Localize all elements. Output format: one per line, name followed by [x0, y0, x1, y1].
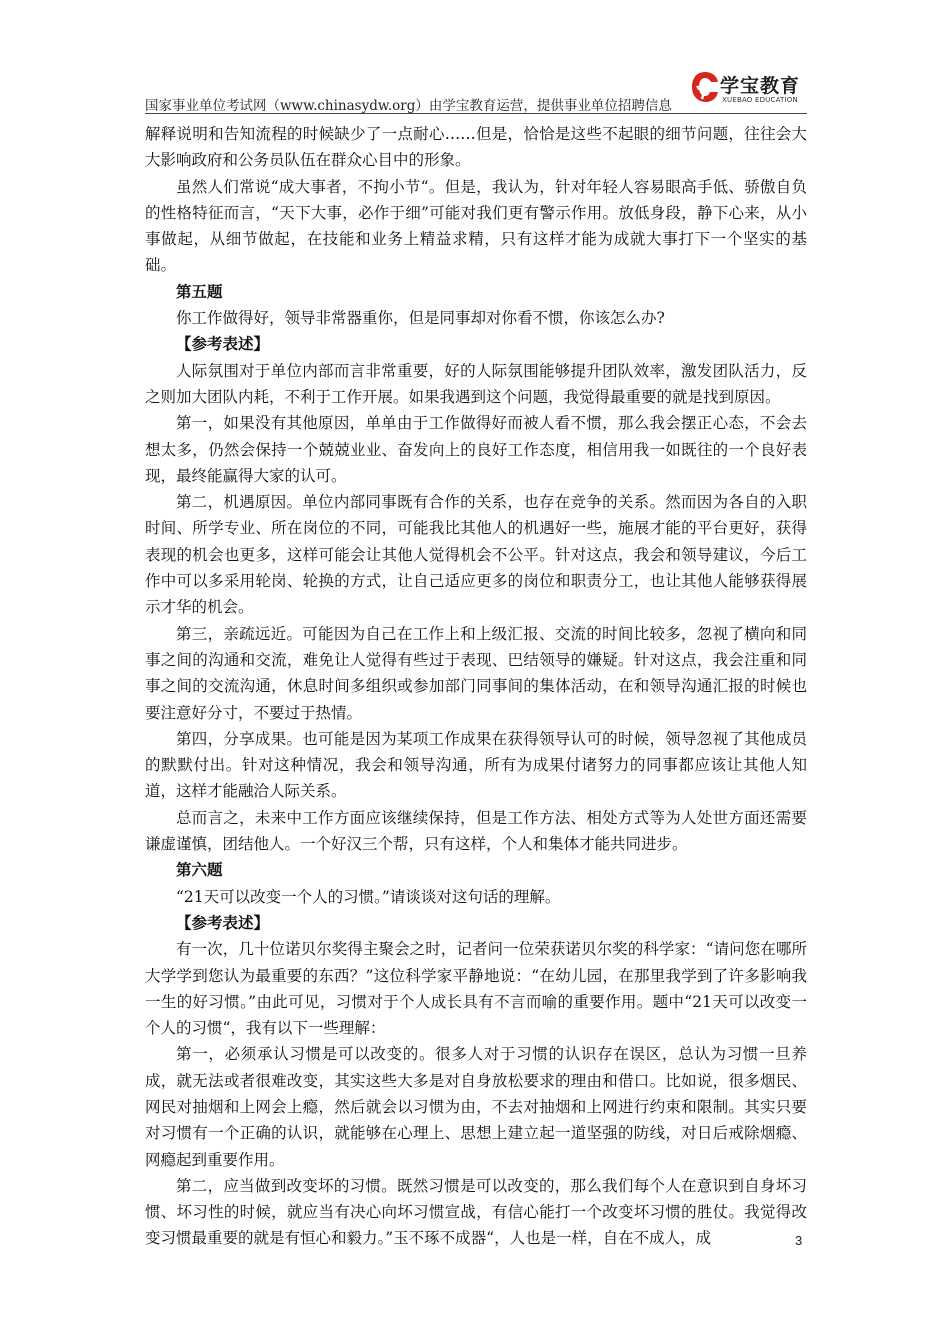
section-heading: 第六题 — [176, 860, 223, 880]
header-divider — [145, 113, 807, 114]
section-heading: 第五题 — [176, 281, 223, 301]
paragraph: 第一，如果没有其他原因，单单由于工作做得好而被人看不惯，那么我会摆正心态，不会去想太多，仍然会保持一个兢兢业业、奋发向上的良好工作态度，相信用我一如既往的一个良好表现，最终能赢得大家的认可。 — [145, 414, 807, 485]
paragraph: 总而言之，未来中工作方面应该继续保持，但是工作方法、相处方式等为人处世方面还需要谦虚谨慎，团结他人。一个好汉三个帮，只有这样，个人和集体才能共同进步。 — [145, 808, 807, 854]
paragraph: 第二，应当做到改变坏的习惯。既然习惯是可以改变的，那么我们每个人在意识到自身坏习惯、坏习性的时候，就应当有决心向坏习惯宣战，有信心能打一个改变坏习惯的胜仗。我觉得改变习惯最重要的就是有恒心和毅力。”玉不琢不成器“，人也是一样，自在不成人，成 — [145, 1176, 807, 1248]
paragraph: 第四，分享成果。也可能是因为某项工作成果在获得领导认可的时候，领导忽视了其他成员的默默付出。针对这种情况，我会和领导沟通，所有为成果付诸努力的同事都应该让其他人知道，这样才能融洽人际关系。 — [145, 729, 807, 801]
paragraph: 第一，必须承认习惯是可以改变的。很多人对于习惯的认识存在误区，总认为习惯一旦养成，就无法或者很难改变，其实这些大多是对自身放松要求的理由和借口。比如说，很多烟民、网民对抽烟和上网会上瘾，然后就会以习惯为由，不去对抽烟和上网进行约束和限制。其实只要对习惯有一个正确的认识，就能够在心理上、思想上建立起一道坚强的防线，对日后戒除烟瘾、网瘾起到重要作用。 — [145, 1045, 807, 1169]
section-heading: 【参考表述】 — [176, 912, 270, 932]
paragraph: 虽然人们常说“成大事者，不拘小节“。但是，我认为，针对年轻人容易眼高手低、骄傲自负的性格特征而言，“天下大事，必作于细”可能对我们更有警示作用。放低身段，静下心来，从小事做起，从细节做起，在技能和业务上精益求精，只有这样才能为成就大事打下一个坚实的基础。 — [145, 177, 807, 275]
paragraph: 你工作做得好，领导非常器重你，但是同事却对你看不惯，你该怎么办? — [176, 309, 665, 328]
section-heading: 【参考表述】 — [176, 334, 270, 354]
logo — [690, 70, 808, 110]
paragraph: 第二，机遇原因。单位内部同事既有合作的关系，也存在竞争的关系。然而因为各自的入职时间、所学专业、所在岗位的不同，可能我比其他人的机遇好一些，施展才能的平台更好，获得表现的机会也更多，这样可能会让其他人觉得机会不公平。针对这点，我会和领导建议，今后工作中可以多采用轮岗、轮换的方式，让自己适应更多的岗位和职责分工，也让其他人能够获得展示才华的机会。 — [145, 493, 807, 617]
logo-name: 学宝教育 — [720, 75, 801, 97]
page-header — [145, 68, 807, 114]
paragraph: 有一次，几十位诺贝尔奖得主聚会之时，记者问一位荣获诺贝尔奖的科学家：“请问您在哪所大学学到您认为最重要的东西？”这位科学家平静地说：“在幼儿园，在那里我学到了许多影响我一生的好习惯。”由此可见，习惯对于个人成长具有不言而喻的重要作用。题中“21天可以改变一个人的习惯“，我有以下一些理解： — [145, 940, 807, 1038]
paragraph: 解释说明和告知流程的时候缺少了一点耐心……但是，恰恰是这些不起眼的细节问题，往往会大大影响政府和公务员队伍在群众心目中的形象。 — [145, 125, 807, 170]
page-number: 3 — [795, 1233, 803, 1248]
paragraph: 人际氛围对于单位内部而言非常重要，好的人际氛围能够提升团队效率，激发团队活力，反之则加大团队内耗，不利于工作开展。如果我遇到这个问题，我觉得最重要的就是找到原因。 — [145, 361, 807, 406]
logo-subtitle: XUEBAO EDUCATION — [722, 96, 798, 104]
logo-mark-icon — [690, 70, 720, 104]
paragraph: “21天可以改变一个人的习惯。”请谈谈对这句话的理解。 — [176, 887, 561, 906]
paragraph: 第三，亲疏远近。可能因为自己在工作上和上级汇报、交流的时间比较多，忽视了横向和同事之间的沟通和交流，难免让人觉得有些过于表现、巴结领导的嫌疑。针对这点，我会注重和同事之间的交流沟通，休息时间多组织或参加部门同事间的集体活动，在和领导沟通汇报的时候也要注意好分寸，不要过于热情。 — [145, 624, 807, 722]
header-text: 国家事业单位考试网（www.chinasydw.org）由学宝教育运营，提供事业单位招聘信息 — [145, 98, 672, 114]
document-body — [145, 121, 807, 1252]
